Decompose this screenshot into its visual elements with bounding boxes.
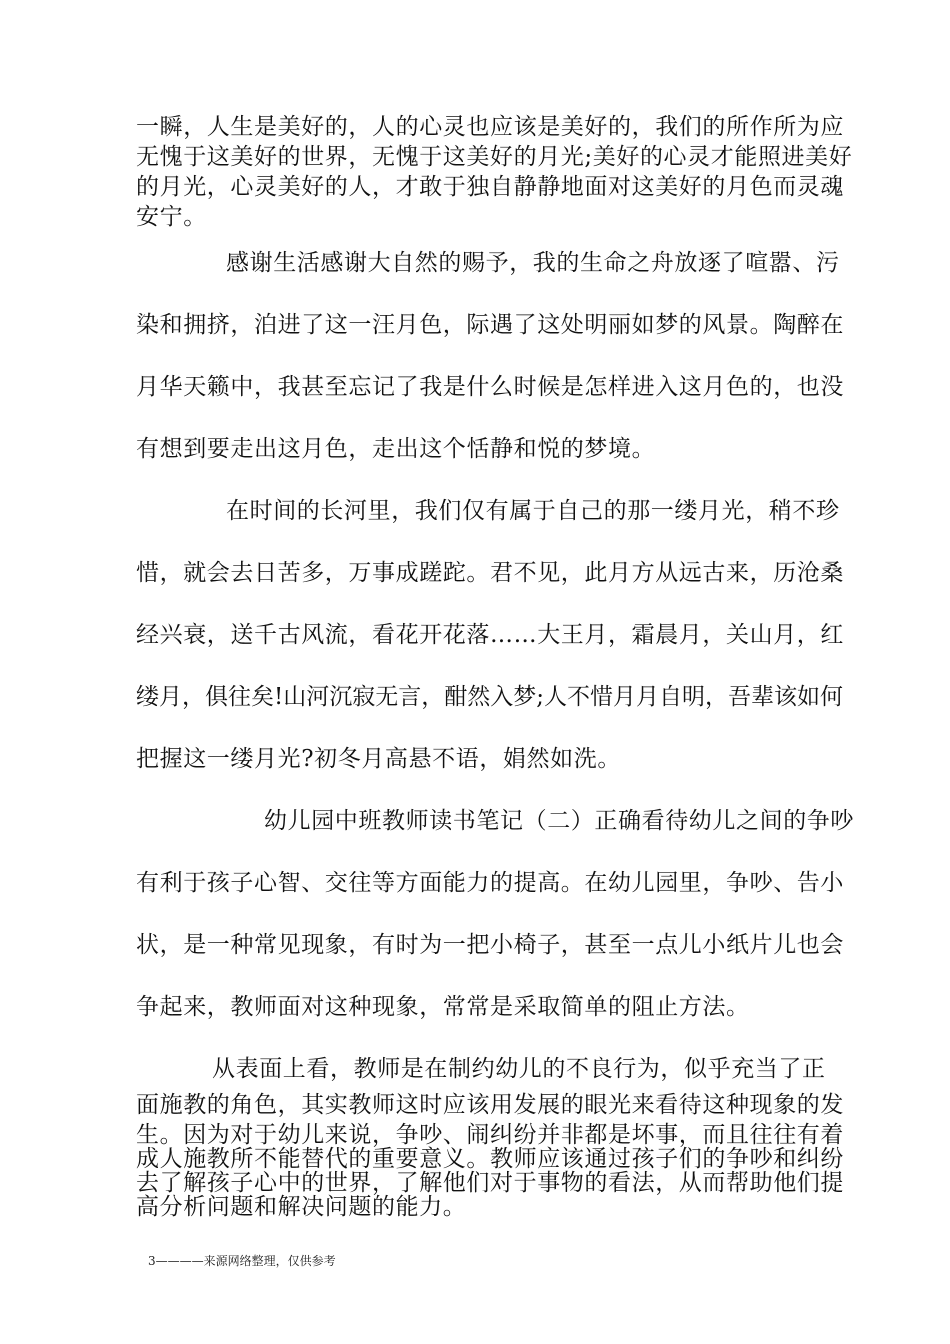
paragraph-3-line-4: 缕月，俱往矣!山河沉寂无言，酣然入梦;人不惜月月自明，吾辈该如何 [136, 684, 843, 710]
page-footer: 3————来源网络整理，仅供参考 [148, 1254, 336, 1268]
paragraph-5-line-6: 高分析问题和解决问题的能力。 [136, 1194, 467, 1220]
paragraph-3-line-2: 惜，就会去日苦多，万事成蹉跎。君不见，此月方从远古来，历沧桑 [136, 560, 844, 586]
paragraph-4-line-4: 争起来，教师面对这种现象，常常是采取简单的阻止方法。 [136, 994, 750, 1020]
paragraph-2-line-4: 有想到要走出这月色，走出这个恬静和悦的梦境。 [136, 436, 656, 462]
paragraph-2-line-3: 月华天籁中，我甚至忘记了我是什么时候是怎样进入这月色的，也没 [136, 374, 844, 400]
paragraph-1-line-4: 安宁。 [136, 204, 207, 230]
paragraph-5-line-1: 从表面上看，教师是在制约幼儿的不良行为，似乎充当了正 [212, 1056, 826, 1082]
paragraph-5-line-3: 生。因为对于幼儿来说，争吵、闹纠纷并非都是坏事，而且往往有着 [136, 1122, 844, 1148]
paragraph-1-line-2: 无愧于这美好的世界，无愧于这美好的月光;美好的心灵才能照进美好 [136, 144, 853, 170]
paragraph-4-line-2: 有利于孩子心智、交往等方面能力的提高。在幼儿园里，争吵、告小 [136, 870, 844, 896]
paragraph-3-line-1: 在时间的长河里，我们仅有属于自己的那一缕月光，稍不珍 [226, 498, 840, 524]
paragraph-3-line-3: 经兴衰，送千古风流，看花开花落……大王月，霜晨月，关山月，红 [136, 622, 844, 648]
paragraph-5-line-4: 成人施教所不能替代的重要意义。教师应该通过孩子们的争吵和纠纷 [136, 1146, 844, 1172]
paragraph-1-line-3: 的月光，心灵美好的人，才敢于独自静静地面对这美好的月色而灵魂 [136, 174, 844, 200]
paragraph-2-line-2: 染和拥挤，泊进了这一汪月色，际遇了这处明丽如梦的风景。陶醉在 [136, 312, 844, 338]
paragraph-4-line-3: 状，是一种常见现象，有时为一把小椅子，甚至一点儿小纸片儿也会 [136, 932, 844, 958]
paragraph-5-line-5: 去了解孩子心中的世界，了解他们对于事物的看法，从而帮助他们提 [136, 1170, 844, 1196]
paragraph-2-line-1: 感谢生活感谢大自然的赐予，我的生命之舟放逐了喧嚣、污 [226, 250, 840, 276]
paragraph-3-line-5: 把握这一缕月光?初冬月高悬不语，娟然如洗。 [136, 746, 621, 772]
paragraph-1-line-1: 一瞬，人生是美好的，人的心灵也应该是美好的，我们的所作所为应 [136, 114, 844, 140]
paragraph-5-line-2: 面施教的角色，其实教师这时应该用发展的眼光来看待这种现象的发 [136, 1092, 844, 1118]
paragraph-4-line-1: 幼儿园中班教师读书笔记（二）正确看待幼儿之间的争吵 [264, 808, 854, 834]
